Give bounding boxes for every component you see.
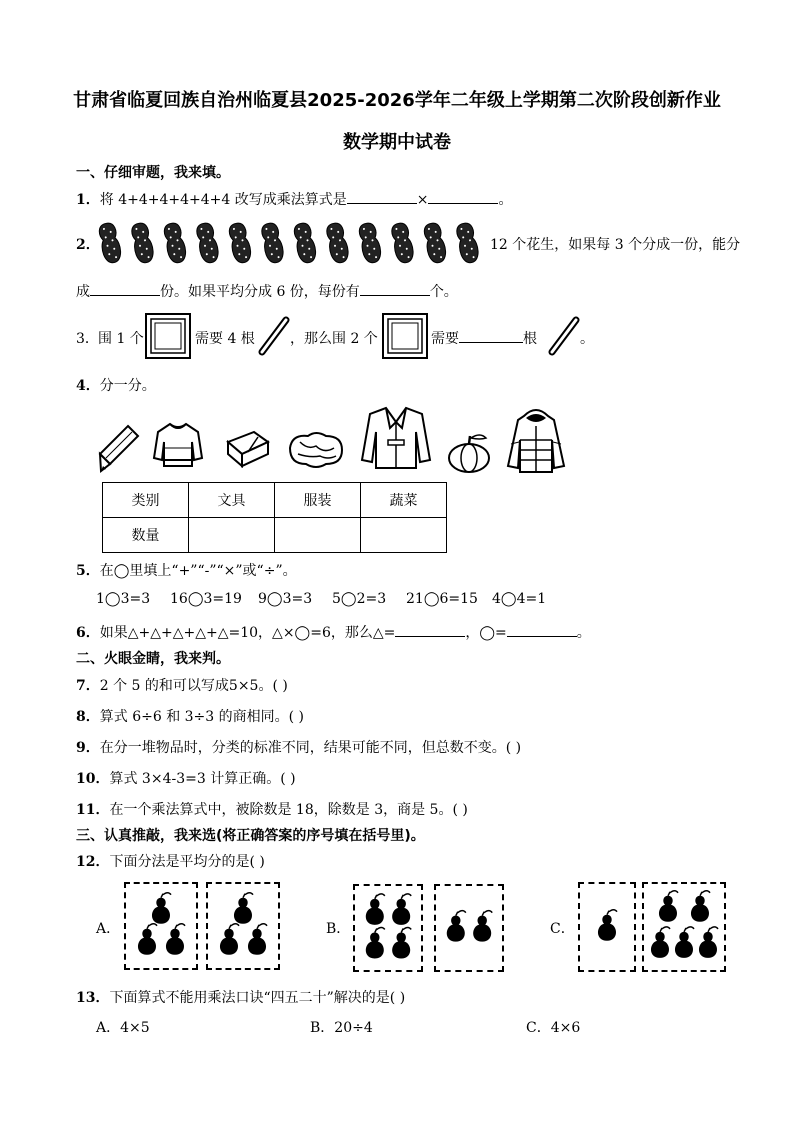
q13-text: 下面算式不能用乘法口诀“四五二十”解决的是( ): [109, 990, 406, 1006]
q1-blank-1[interactable]: [347, 189, 417, 204]
table-answer-cell[interactable]: [361, 518, 447, 553]
question-5: [76, 560, 297, 580]
category-table: [102, 482, 447, 553]
q1-end: 。: [498, 192, 513, 208]
peanut-icon: [260, 222, 286, 265]
cabbage-icon: [286, 428, 346, 472]
gourd-group: [580, 884, 634, 970]
q13-number: 13．: [76, 990, 110, 1006]
table-row: [103, 518, 447, 553]
gourd-icon: [392, 927, 411, 958]
peanut-icon: [390, 222, 416, 265]
gourd-icon: [166, 924, 185, 955]
option-c-label[interactable]: C．: [550, 921, 575, 937]
q3-d: 需要: [431, 331, 459, 347]
question-12: [76, 851, 265, 871]
option-a-box-2: [206, 882, 280, 970]
gourd-group: [208, 884, 278, 968]
q5-item[interactable]: 21◯6=15: [406, 591, 478, 607]
q3-blank[interactable]: [459, 328, 523, 343]
peanut-icon: [292, 222, 318, 265]
q5-text: 在◯里填上“+”“-”“×”或“÷”。: [99, 563, 297, 579]
q13-option-b[interactable]: B．20÷4: [310, 1020, 373, 1036]
section3-title: 三、认真推敲，我来选(将正确答案的序号填在括号里)。: [76, 828, 425, 844]
frame-icon-2: [381, 312, 429, 360]
peanut-icon: [98, 222, 123, 265]
section2-title: 二、火眼金睛，我来判。: [76, 651, 230, 667]
gourd-icon: [675, 927, 694, 958]
down-jacket-icon: [506, 404, 566, 474]
q6-number: 6．: [76, 625, 100, 641]
question-8: [76, 706, 304, 726]
q3-line2: [431, 328, 537, 348]
q13-option-a[interactable]: A．4×5: [96, 1020, 150, 1036]
question-11: [76, 799, 468, 819]
q2-blank-1[interactable]: [90, 281, 160, 296]
gourd-icon: [234, 893, 253, 924]
table-header-cell: 服装: [275, 483, 361, 518]
gourd-icon: [651, 927, 670, 958]
q5-item[interactable]: 1◯3=3: [96, 591, 151, 607]
q3-c: ，那么围 2 个: [290, 331, 378, 347]
option-a-label[interactable]: A．: [96, 921, 121, 937]
q7-number: 7．: [76, 678, 100, 694]
q8-text: 算式 6÷6 和 3÷3 的商相同。( ): [99, 709, 305, 725]
peanut-icon: [422, 222, 448, 265]
section1-title: 一、仔细审题，我来填。: [76, 165, 230, 181]
q6-text-b: ，◯=: [465, 625, 507, 641]
q3-a: 围 1 个: [98, 331, 144, 347]
q8-number: 8．: [76, 709, 100, 725]
q6-blank-2[interactable]: [507, 622, 577, 637]
gourd-group: [126, 884, 196, 968]
gourd-icon: [366, 927, 385, 958]
q11-text: 在一个乘法算式中，被除数是 18，除数是 3，商是 5。( ): [109, 802, 468, 818]
q1-blank-2[interactable]: [428, 189, 498, 204]
peanut-icon: [162, 222, 188, 265]
q2-text: 12 个花生，如果每 3 个分成一份，能分: [490, 237, 741, 253]
question-10: [76, 768, 296, 788]
table-header-cell: 蔬菜: [361, 483, 447, 518]
coat-icon: [360, 404, 432, 472]
gourd-icon: [366, 894, 385, 925]
gourd-icon: [392, 894, 411, 925]
q10-text: 算式 3×4-3=3 计算正确。( ): [109, 771, 296, 787]
table-answer-cell[interactable]: [275, 518, 361, 553]
gourd-icon: [659, 891, 678, 922]
question-6: [76, 622, 591, 642]
q2-number: 2．: [76, 237, 100, 253]
peanut-icon: [455, 222, 481, 265]
gourd-icon: [248, 924, 267, 955]
gourd-icon: [447, 911, 466, 942]
page-title-line2: 数学期中试卷: [343, 132, 451, 153]
q3-e: 根: [523, 331, 537, 347]
option-c-box-2: [642, 882, 726, 972]
q2-line2-c: 个。: [429, 284, 458, 300]
sweater-icon: [152, 420, 204, 472]
q6-blank-1[interactable]: [395, 622, 465, 637]
question-2-number: [76, 234, 100, 254]
table-row-label: 数量: [103, 518, 189, 553]
table-answer-cell[interactable]: [189, 518, 275, 553]
gourd-group: [355, 886, 421, 970]
table-row: [103, 483, 447, 518]
eraser-icon: [224, 428, 272, 468]
peanut-icons: [98, 220, 490, 266]
pencil-icon: [98, 424, 140, 474]
question-13: [76, 987, 405, 1007]
gourd-icon: [473, 911, 492, 942]
q5-item[interactable]: 5◯2=3: [332, 591, 387, 607]
q12-number: 12．: [76, 854, 110, 870]
page-title-line1: 甘肃省临夏回族自治州临夏县2025-2026学年二年级上学期第二次阶段创新作业: [73, 90, 721, 111]
gourd-icon: [220, 924, 239, 955]
q1-times: ×: [416, 192, 429, 208]
gourd-icon: [138, 924, 157, 955]
peanut-icon: [357, 222, 383, 265]
question-2-line2: [76, 281, 458, 301]
peanut-icon: [130, 222, 156, 265]
option-b-box-1: [353, 884, 423, 972]
stick-icon-2: [548, 316, 580, 356]
q5-item[interactable]: 16◯3=19: [170, 591, 242, 607]
gourd-icon: [699, 927, 718, 958]
q1-number: 1．: [76, 192, 100, 208]
table-header-cell: 类别: [103, 483, 189, 518]
q6-text-c: 。: [576, 625, 591, 641]
question-9: [76, 737, 521, 757]
q5-item[interactable]: 4◯4=1: [492, 591, 547, 607]
gourd-icon: [598, 910, 617, 941]
q9-number: 9．: [76, 740, 100, 756]
q2-line2-b: 份。如果平均分成 6 份，每份有: [160, 284, 360, 300]
q7-text: 2 个 5 的和可以写成5×5。( ): [99, 678, 288, 694]
option-b-box-2: [434, 884, 504, 972]
q9-text: 在分一堆物品时，分类的标准不同，结果可能不同，但总数不变。( ): [99, 740, 522, 756]
gourd-icon: [152, 893, 171, 924]
q10-number: 10．: [76, 771, 110, 787]
peanut-icon: [195, 222, 221, 265]
q5-number: 5．: [76, 563, 100, 579]
option-a-box-1: [124, 882, 198, 970]
q11-number: 11．: [76, 802, 110, 818]
question-1: [76, 189, 512, 209]
question-7: [76, 675, 288, 695]
q6-text-a: 如果△+△+△+△+△=10，△×◯=6，那么△=: [99, 625, 396, 641]
q2-blank-2[interactable]: [360, 281, 430, 296]
option-c-box-1: [578, 882, 636, 972]
q3-b: 需要 4 根: [195, 331, 255, 347]
q1-text: 将 4+4+4+4+4+4 改写成乘法算式是: [99, 192, 347, 208]
frame-icon-1: [144, 312, 192, 360]
q5-item[interactable]: 9◯3=3: [258, 591, 313, 607]
peanut-row: [98, 220, 490, 266]
q12-text: 下面分法是平均分的是( ): [109, 854, 265, 870]
q4-text: 分一分。: [99, 378, 156, 394]
gourd-group: [644, 884, 724, 970]
q13-option-c[interactable]: C．4×6: [526, 1020, 581, 1036]
q3-number: 3．: [76, 331, 99, 347]
q3-f: 。: [580, 331, 594, 347]
gourd-group: [436, 886, 502, 970]
stick-icon-1: [258, 316, 290, 356]
gourd-icon: [691, 891, 710, 922]
option-b-label[interactable]: B．: [326, 921, 351, 937]
q2-line2-a: 成: [76, 284, 90, 300]
peanut-icon: [227, 222, 253, 265]
q4-number: 4．: [76, 378, 100, 394]
table-header-cell: 文具: [189, 483, 275, 518]
question-4: [76, 375, 156, 395]
pumpkin-icon: [446, 430, 492, 474]
peanut-icon: [325, 222, 351, 265]
